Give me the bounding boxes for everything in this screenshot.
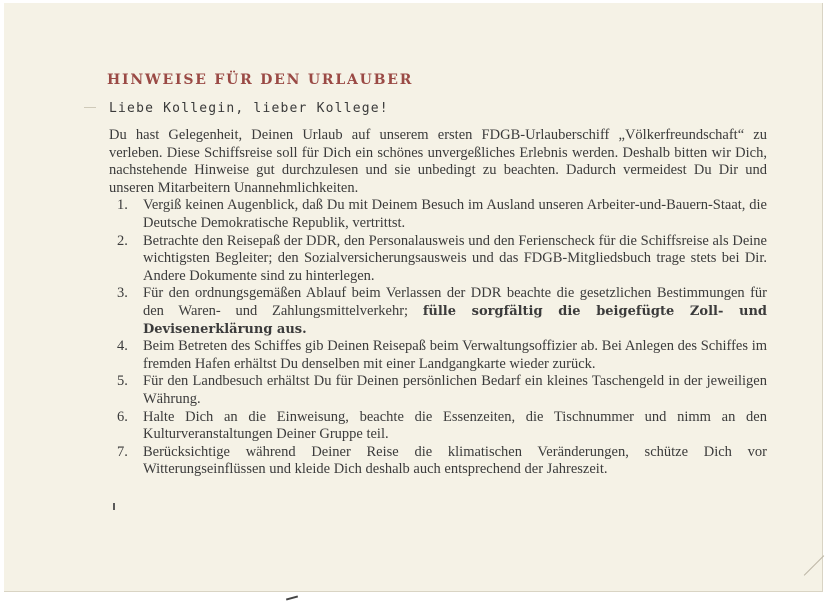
decorative-dash xyxy=(84,107,96,108)
list-item-text: Vergiß keinen Augenblick, daß Du mit Deinem Besuch im Ausland unseren Arbeiter-und-Bauern-Staat, die Deutsche Demokratische Republik, vertrittst. xyxy=(143,197,767,231)
list-item-number: 6. xyxy=(117,408,128,425)
list-item-text: Für den Landbesuch erhältst Du für Deinen persönlichen Bedarf ein kleines Taschengeld in der jeweiligen Währung. xyxy=(143,373,767,407)
page-corner-crease xyxy=(804,555,825,576)
list-item xyxy=(109,285,767,338)
intro-paragraph: Du hast Gelegenheit, Deinen Urlaub auf unserem ersten FDGB-Urlauberschiff „Völkerfreundschaft“ zu verleben. Diese Schiffsreise soll für Dich ein schönes unvergeßliches Erlebnis werden. Deshalb bitten wir Dich, nachstehende Hinweise gut durchzulesen und sie unbedingt zu beachten. Dadurch vermeidest Du Dir und unseren Mitarbeitern Unannehmlichkeiten. xyxy=(109,127,767,196)
instruction-list xyxy=(109,197,767,479)
document-heading: HINWEISE FÜR DEN URLAUBER xyxy=(107,72,414,88)
list-item xyxy=(109,444,767,479)
list-item-bold-text: fülle sorgfältig die beigefügte Zoll- und Devisenerklärung aus. xyxy=(143,303,767,337)
list-item xyxy=(109,233,767,286)
list-item-text: Beim Betreten des Schiffes gib Deinen Reisepaß beim Verwaltungsoffizier ab. Bei Anlegen des Schiffes im fremden Hafen erhältst Du denselben mit einer Landgangkarte wieder zurück. xyxy=(143,338,767,372)
list-item-text: Betrachte den Reisepaß der DDR, den Personalausweis und den Ferienscheck für die Schiffsreise als Deine wichtigsten Begleiter; den Sozialversicherungsausweis und das FDGB-Mitgliedsbuch trage stets bei Dir. Andere Dokumente sind zu hinterlegen. xyxy=(143,232,767,284)
list-item-text: Halte Dich an die Einweisung, beachte die Essenzeiten, die Tischnummer und nimm an den Kulturveranstaltungen Deiner Gruppe teil. xyxy=(143,408,767,443)
list-item-text: Für den ordnungsgemäßen Ablauf beim Verlassen der DDR beachte die gesetzlichen Bestimmungen für den Waren- und Zahlungsmittelverkehr; xyxy=(143,285,767,319)
document-body xyxy=(109,127,767,479)
list-item xyxy=(109,409,767,444)
list-item xyxy=(109,373,767,408)
list-item xyxy=(109,197,767,232)
salutation: Liebe Kollegin, lieber Kollege! xyxy=(109,101,389,116)
list-item-number: 1. xyxy=(117,197,128,214)
list-item-number: 5. xyxy=(117,373,128,390)
list-item-number: 2. xyxy=(117,232,128,249)
list-item-number: 4. xyxy=(117,338,128,355)
document-page xyxy=(4,3,823,592)
list-item xyxy=(109,338,767,373)
page-mark xyxy=(113,503,115,510)
scan-scuff-mark xyxy=(286,595,298,600)
list-item-text: Berücksichtige während Deiner Reise die klimatischen Veränderungen, schütze Dich vor Witterungseinflüssen und kleide Dich deshalb auch entsprechend der Jahreszeit. xyxy=(143,443,767,478)
list-item-number: 7. xyxy=(117,443,128,460)
list-item-number: 3. xyxy=(117,285,128,302)
